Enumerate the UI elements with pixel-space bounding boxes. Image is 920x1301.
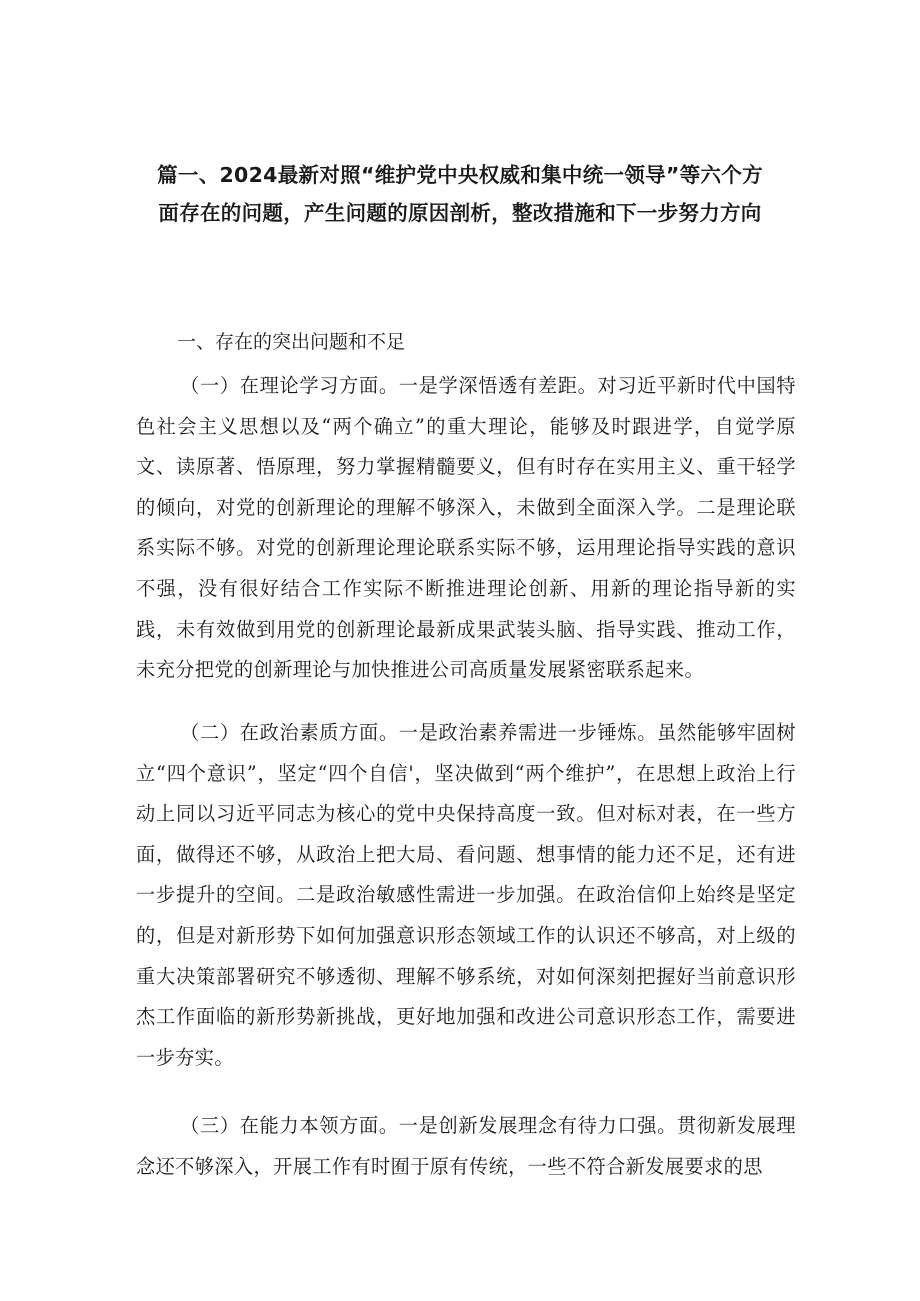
paragraph-theory-study: （一）在理论学习方面。一是学深悟透有差距。对习近平新时代中国特色社会主义思想以及“两个确立”的重大理论，能够及时跟进学，自觉学原文、读原著、悟原理，努力掌握精髓要义，但有时存在实用主义、重干轻学的倾向，对党的创新理论的理解不够深入，未做到全面深入学。二是理论联系实际不够。对党的创新理论理论联系实际不够，运用理论指导实践的意识不强，没有很好结合工作实际不断推进理论创新、用新的理论指导新的实践，未有效做到用党的创新理论最新成果武装头脑、指导实践、推动工作，未充分把党的创新理论与加快推进公司高质量发展紧密联系起来。 — [136, 374, 796, 682]
document-title-line-2: 面存在的问题，产生问题的原因剖析，整改措施和下一步努力方向 — [158, 201, 762, 225]
paragraph-political-quality: （二）在政治素质方面。一是政治素养需进一步锤炼。虽然能够牢固树立“四个意识”，坚定“四个自信'，坚决做到“两个维护”，在思想上政治上行动上同以习近平同志为核心的党中央保持高度一致。但对标对表，在一些方面，做得还不够，从政治上把大局、看问题、想事情的能力还不足，还有进一步提升的空间。二是政治敏感性需进一步加强。在政治信仰上始终是坚定的，但是对新形势下如何加强意识形态领域工作的认识还不够高，对上级的重大决策部署研究不够透彻、理解不够系统，对如何深刻把握好当前意识形杰工作面临的新形势新挑战，更好地加强和改进公司意识形态工作，需要进一步夯实。 — [136, 721, 796, 1069]
paragraph-ability: （三）在能力本领方面。一是创新发展理念有待力口强。贯彻新发展理念还不够深入，开展工作有时囿于原有传统，一些不符合新发展要求的思 — [136, 1114, 796, 1178]
section-heading: 一、存在的突出问题和不足 — [177, 331, 406, 353]
document-title-line-1: 篇一、2024最新对照“维护党中央权威和集中统一领导”等六个方 — [157, 163, 763, 187]
